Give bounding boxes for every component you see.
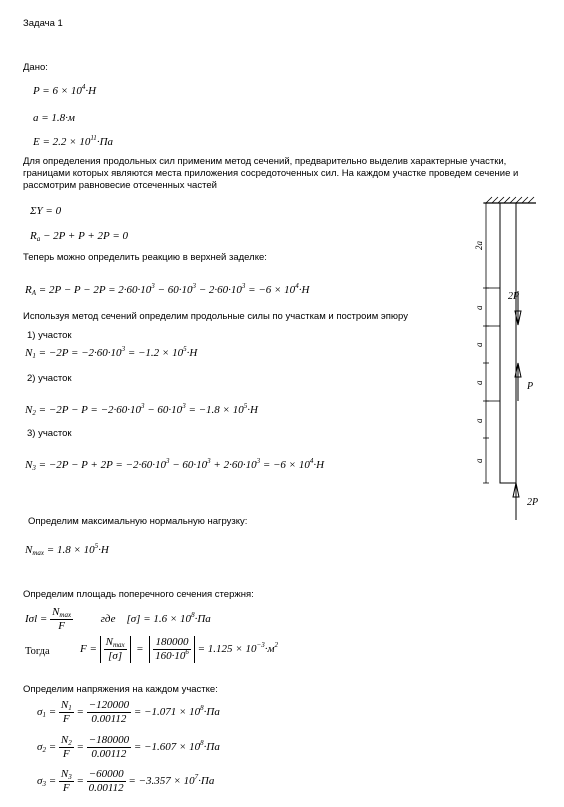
reaction-text: Теперь можно определить реакцию в верхней заделке: xyxy=(23,252,267,263)
given-E: $E = 2.2 \times 10^{11}\cdot Па$ xyxy=(33,134,114,148)
eq-RA: $R_A = 2P - P - 2P = 2\cdot 60\cdot 10^3 - 60\cdot 10^3 - 2\cdot 60\cdot 10^3 = -6 \times 10^4\cdot Н$ xyxy=(25,282,310,297)
eq-reaction-balance: $R_a - 2P + P + 2P = 0$ xyxy=(30,230,128,243)
eq-N1: $N_1 = -2P = -2\cdot 60\cdot 10^3 = -1.2 \times 10^5\cdot Н$ xyxy=(25,345,198,360)
eq-sigma-1: $\sigma_1$ = $\frac{N_1}{F}$ = $\frac{-120000}{0.00112}$ = $-1.071 \times 10^8\cdot Па$ xyxy=(37,699,220,725)
task-title: Задача 1 xyxy=(23,18,63,29)
eq-area-condition: Iσl = $\frac{N_{max}}{F}$ где $[\sigma] = 1.6 \times 10^8\cdot Па$ xyxy=(25,606,211,632)
rod xyxy=(500,203,516,483)
then-label: Тогда xyxy=(25,646,50,657)
eq-Nmax: $N_{max} = 1.8 \times 10^5\cdot Н$ xyxy=(25,542,109,557)
section-3-label: 3) участок xyxy=(27,428,72,439)
beam-diagram xyxy=(470,195,560,525)
eq-sigma-3: $\sigma_3$ = $\frac{N_3}{F}$ = $\frac{-60000}{0.00112}$ = $-3.357 \times 10^7\cdot Па$ xyxy=(37,768,215,794)
sections-text: Используя метод сечений определим продольные силы по участкам и построим эпюру xyxy=(23,311,408,322)
load-P-label: P xyxy=(527,381,534,392)
dim-label-2a: 2a xyxy=(474,241,484,250)
load-2P-label: 2P xyxy=(508,291,520,302)
given-label: Дано: xyxy=(23,62,48,73)
dim-label-a: a xyxy=(474,305,484,310)
support-hatch xyxy=(486,197,534,203)
section-1-label: 1) участок xyxy=(27,330,72,341)
given-a: a = 1.8·м xyxy=(33,112,75,124)
area-text: Определим площадь поперечного сечения стержня: xyxy=(23,589,254,600)
section-2-label: 2) участок xyxy=(27,373,72,384)
dim-label-a: a xyxy=(474,380,484,385)
max-load-text: Определим максимальную нормальную нагрузку: xyxy=(28,516,248,527)
eq-area-result: F = $\frac{N_{max}}{[\sigma]}$ = $\frac{180000}{160\cdot 10^6}$ = $1.125 \times 10^{-3}\cdot м^2$ xyxy=(80,636,278,662)
dim-label-a: a xyxy=(474,342,484,347)
load-bottom-2P-label: 2P xyxy=(527,497,539,508)
eq-sigma-2: $\sigma_2$ = $\frac{N_2}{F}$ = $\frac{-180000}{0.00112}$ = $-1.607 \times 10^8\cdot Па$ xyxy=(37,734,220,760)
given-P: $P = 6 \times 10^4\cdot Н$ xyxy=(33,83,97,97)
dim-label-a: a xyxy=(474,458,484,463)
eq-N3: $N_3 = -2P - P + 2P = -2\cdot 60\cdot 10^3 - 60\cdot 10^3 + 2\cdot 60\cdot 10^3 = -6 \times 10^4\cdot Н$ xyxy=(25,457,325,472)
eq-sum-y: ΣY = 0 xyxy=(30,205,62,217)
method-paragraph: Для определения продольных сил применим метод сечений, предварительно выделив характерные участки, границами которых являются места приложения сосредоточенных сил. На каждом участке проведем сечение и рассмотрим равновесие отсеченных частей xyxy=(23,156,519,191)
dimension-ticks xyxy=(483,203,500,483)
dim-label-a: a xyxy=(474,418,484,423)
eq-N2: $N_2 = -2P - P = -2\cdot 60\cdot 10^3 - 60\cdot 10^3 = -1.8 \times 10^5\cdot Н$ xyxy=(25,402,258,417)
stress-text: Определим напряжения на каждом участке: xyxy=(23,684,218,695)
